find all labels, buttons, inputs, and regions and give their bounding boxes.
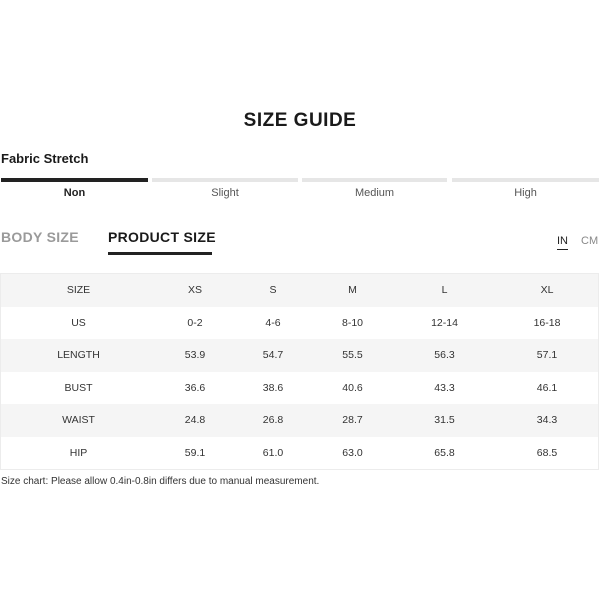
stretch-label-non: Non bbox=[63, 187, 86, 199]
table-cell: 0-2 bbox=[187, 316, 203, 329]
table-cell: 34.3 bbox=[536, 414, 558, 427]
table-cell: 12-14 bbox=[431, 316, 458, 329]
size-table bbox=[0, 273, 599, 470]
table-cell: 40.6 bbox=[342, 381, 363, 394]
table-cell: 8-10 bbox=[341, 316, 363, 329]
table-row bbox=[1, 372, 598, 405]
table-header-row bbox=[1, 274, 598, 307]
table-header-cell: XS bbox=[187, 284, 202, 297]
table-cell: 28.7 bbox=[342, 414, 363, 427]
table-row bbox=[1, 339, 598, 372]
table-cell: 43.3 bbox=[434, 381, 455, 394]
table-cell: BUST bbox=[64, 381, 93, 394]
table-cell: 53.9 bbox=[184, 349, 206, 362]
table-cell: 36.6 bbox=[184, 381, 206, 394]
table-cell: 61.0 bbox=[262, 446, 284, 459]
table-cell: 24.8 bbox=[184, 414, 206, 427]
size-guide-title: SIZE GUIDE bbox=[243, 110, 357, 131]
stretch-bar-high bbox=[452, 178, 599, 182]
table-cell: HIP bbox=[69, 446, 88, 459]
table-cell: 55.5 bbox=[342, 349, 363, 362]
unit-toggle-cm[interactable]: CM bbox=[581, 235, 599, 247]
table-row bbox=[1, 437, 598, 470]
table-cell: 57.1 bbox=[536, 349, 558, 362]
table-header-cell: L bbox=[441, 284, 448, 297]
stretch-bar-non bbox=[1, 178, 148, 182]
table-cell: US bbox=[71, 316, 86, 329]
table-cell: 4-6 bbox=[265, 316, 281, 329]
tab-product-size[interactable]: PRODUCT SIZE bbox=[108, 229, 216, 245]
table-cell: 26.8 bbox=[262, 414, 284, 427]
table-header-cell: M bbox=[348, 284, 357, 297]
table-cell: LENGTH bbox=[57, 349, 100, 362]
unit-toggle-in[interactable]: IN bbox=[557, 235, 568, 250]
table-header-cell: S bbox=[269, 284, 277, 297]
table-cell: 63.0 bbox=[342, 446, 363, 459]
table-row bbox=[1, 404, 598, 437]
measurement-note: Size chart: Please allow 0.4in-0.8in differs due to manual measurement. bbox=[1, 476, 320, 487]
stretch-label-medium: Medium bbox=[354, 187, 395, 199]
tab-active-underline bbox=[108, 252, 212, 255]
stretch-label-high: High bbox=[514, 187, 537, 199]
table-cell: 46.1 bbox=[536, 381, 558, 394]
table-cell: 56.3 bbox=[434, 349, 455, 362]
fabric-stretch-label: Fabric Stretch bbox=[1, 151, 89, 166]
stretch-bar-slight bbox=[152, 178, 298, 182]
table-row bbox=[1, 307, 598, 340]
table-header-cell: XL bbox=[540, 284, 554, 297]
table-cell: 31.5 bbox=[434, 414, 455, 427]
stretch-bar-medium bbox=[302, 178, 447, 182]
table-cell: 68.5 bbox=[536, 446, 558, 459]
table-cell: 38.6 bbox=[262, 381, 284, 394]
table-cell: WAIST bbox=[62, 414, 95, 427]
tab-body-size[interactable]: BODY SIZE bbox=[1, 229, 79, 245]
table-cell: 65.8 bbox=[434, 446, 455, 459]
table-cell: 54.7 bbox=[262, 349, 284, 362]
table-cell: 59.1 bbox=[184, 446, 206, 459]
table-header-cell: SIZE bbox=[66, 284, 91, 297]
stretch-label-slight: Slight bbox=[211, 187, 239, 199]
table-cell: 16-18 bbox=[533, 316, 561, 329]
